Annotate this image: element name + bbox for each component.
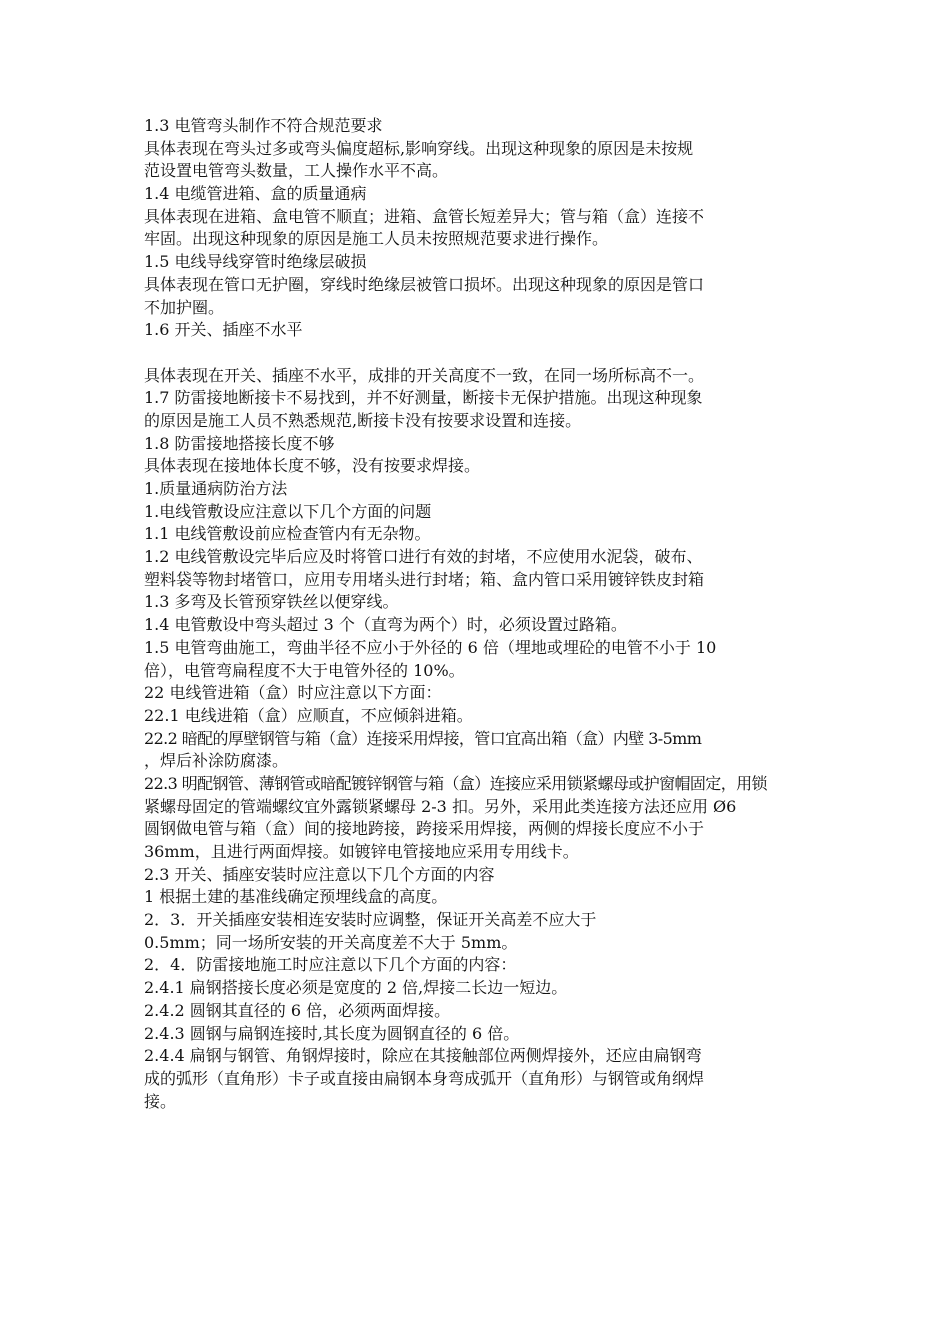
heading-1-6: 1.6 开关、插座不水平 <box>144 320 303 340</box>
section-heading: 22 电线管进箱（盒）时应注意以下方面： <box>144 683 442 703</box>
paragraph-line: 接。 <box>144 1091 177 1111</box>
paragraph-line: 2．3．开关插座安装相连安装时应调整，保证开关高差不应大于 <box>144 910 597 930</box>
paragraph-line: 2.4.2 圆钢其直径的 6 倍，必须两面焊接。 <box>144 1000 451 1020</box>
paragraph-line: 不加护圈。 <box>144 297 225 317</box>
paragraph-line: 2.4.4 扁钢与钢管、角钢焊接时，除应在其接触部位两侧焊接外，还应由扁钢弯 <box>144 1046 702 1066</box>
paragraph-line: 36mm，且进行两面焊接。如镀锌电管接地应采用专用线卡。 <box>144 842 579 861</box>
paragraph-line: 具体表现在弯头过多或弯头偏度超标,影响穿线。出现这种现象的原因是未按规 <box>144 138 694 158</box>
paragraph-line: 2.4.1 扁钢搭接长度必须是宽度的 2 倍,焊接二长边一短边。 <box>144 978 568 998</box>
paragraph-line: 具体表现在进箱、盒电管不顺直；进箱、盒管长短差异大；管与箱（盒）连接不 <box>144 206 705 226</box>
paragraph-line: 范设置电管弯头数量，工人操作水平不高。 <box>144 161 449 181</box>
paragraph-line: 牢固。出现这种现象的原因是施工人员未按照规范要求进行操作。 <box>144 229 609 249</box>
section-heading: 2．4．防雷接地施工时应注意以下几个方面的内容： <box>144 955 517 975</box>
blank-line <box>144 342 810 365</box>
heading-1-5: 1.5 电线导线穿管时绝缘层破损 <box>144 252 367 272</box>
paragraph-line: 22.2 暗配的厚壁钢管与箱（盒）连接采用焊接，管口宜高出箱（盒）内壁 3-5mm <box>144 728 702 748</box>
paragraph-line: 塑料袋等物封堵管口，应用专用堵头进行封堵；箱、盒内管口采用镀锌铁皮封箱 <box>144 569 705 589</box>
paragraph-line: 22.1 电线进箱（盒）应顺直，不应倾斜进箱。 <box>144 705 473 725</box>
paragraph-line: 1.4 电管敷设中弯头超过 3 个（直弯为两个）时，必须设置过路箱。 <box>144 615 627 635</box>
paragraph-line: 圆钢做电管与箱（盒）间的接地跨接，跨接采用焊接，两侧的焊接长度应不小于 <box>144 819 705 839</box>
paragraph-line: 具体表现在开关、插座不水平，成排的开关高度不一致，在同一场所标高不一。 <box>144 365 705 385</box>
paragraph-line: 2.4.3 圆钢与扁钢连接时,其长度为圆钢直径的 6 倍。 <box>144 1023 520 1043</box>
heading-1-8: 1.8 防雷接地搭接长度不够 <box>144 433 335 453</box>
paragraph-line: 1 根据土建的基准线确定预埋线盒的高度。 <box>144 887 448 907</box>
paragraph-line: 1.3 多弯及长管预穿铁丝以便穿线。 <box>144 592 399 612</box>
section-heading: 1.质量通病防治方法 <box>144 479 288 498</box>
paragraph-line: 1.1 电线管敷设前应检查管内有无杂物。 <box>144 524 431 544</box>
paragraph-line: 22.3 明配钢管、薄钢管或暗配镀锌钢管与箱（盒）连接应采用锁紧螺母或护窗帽固定，用锁 <box>144 773 767 793</box>
paragraph-line: 0.5mm；同一场所安装的开关高度差不大于 5mm。 <box>144 932 518 952</box>
paragraph-line: 成的弧形（直角形）卡子或直接由扁钢本身弯成弧开（直角形）与钢管或角纲焊 <box>144 1068 705 1088</box>
section-heading: 1.电线管敷设应注意以下几个方面的问题 <box>144 501 432 521</box>
heading-1-3: 1.3 电管弯头制作不符合规范要求 <box>144 116 383 135</box>
paragraph-line: 具体表现在接地体长度不够，没有按要求焊接。 <box>144 456 481 476</box>
section-heading: 2.3 开关、插座安装时应注意以下几个方面的内容 <box>144 864 495 884</box>
paragraph-line: 的原因是施工人员不熟悉规范,断接卡没有按要求设置和连接。 <box>144 410 582 430</box>
paragraph-line: 1.5 电管弯曲施工，弯曲半径不应小于外径的 6 倍（埋地或埋砼的电管不小于 10 <box>144 637 717 657</box>
paragraph-line: 倍），电管弯扁程度不大于电管外径的 10%。 <box>144 660 465 680</box>
paragraph-line: 1.2 电线管敷设完毕后应及时将管口进行有效的封堵，不应使用水泥袋，破布、 <box>144 547 703 567</box>
heading-1-4: 1.4 电缆管进箱、盒的质量通病 <box>144 184 367 204</box>
paragraph-line: 具体表现在管口无护圈，穿线时绝缘层被管口损坏。出现这种现象的原因是管口 <box>144 274 705 294</box>
paragraph-line: 紧螺母固定的管端螺纹宜外露锁紧螺母 2-3 扣。另外，采用此类连接方法还应用 Ø6 <box>144 796 737 816</box>
document-body <box>144 115 810 1113</box>
heading-1-7: 1.7 防雷接地断接卡不易找到，并不好测量，断接卡无保护措施。出现这种现象 <box>144 388 703 408</box>
paragraph-line: ，焊后补涂防腐漆。 <box>144 751 289 771</box>
